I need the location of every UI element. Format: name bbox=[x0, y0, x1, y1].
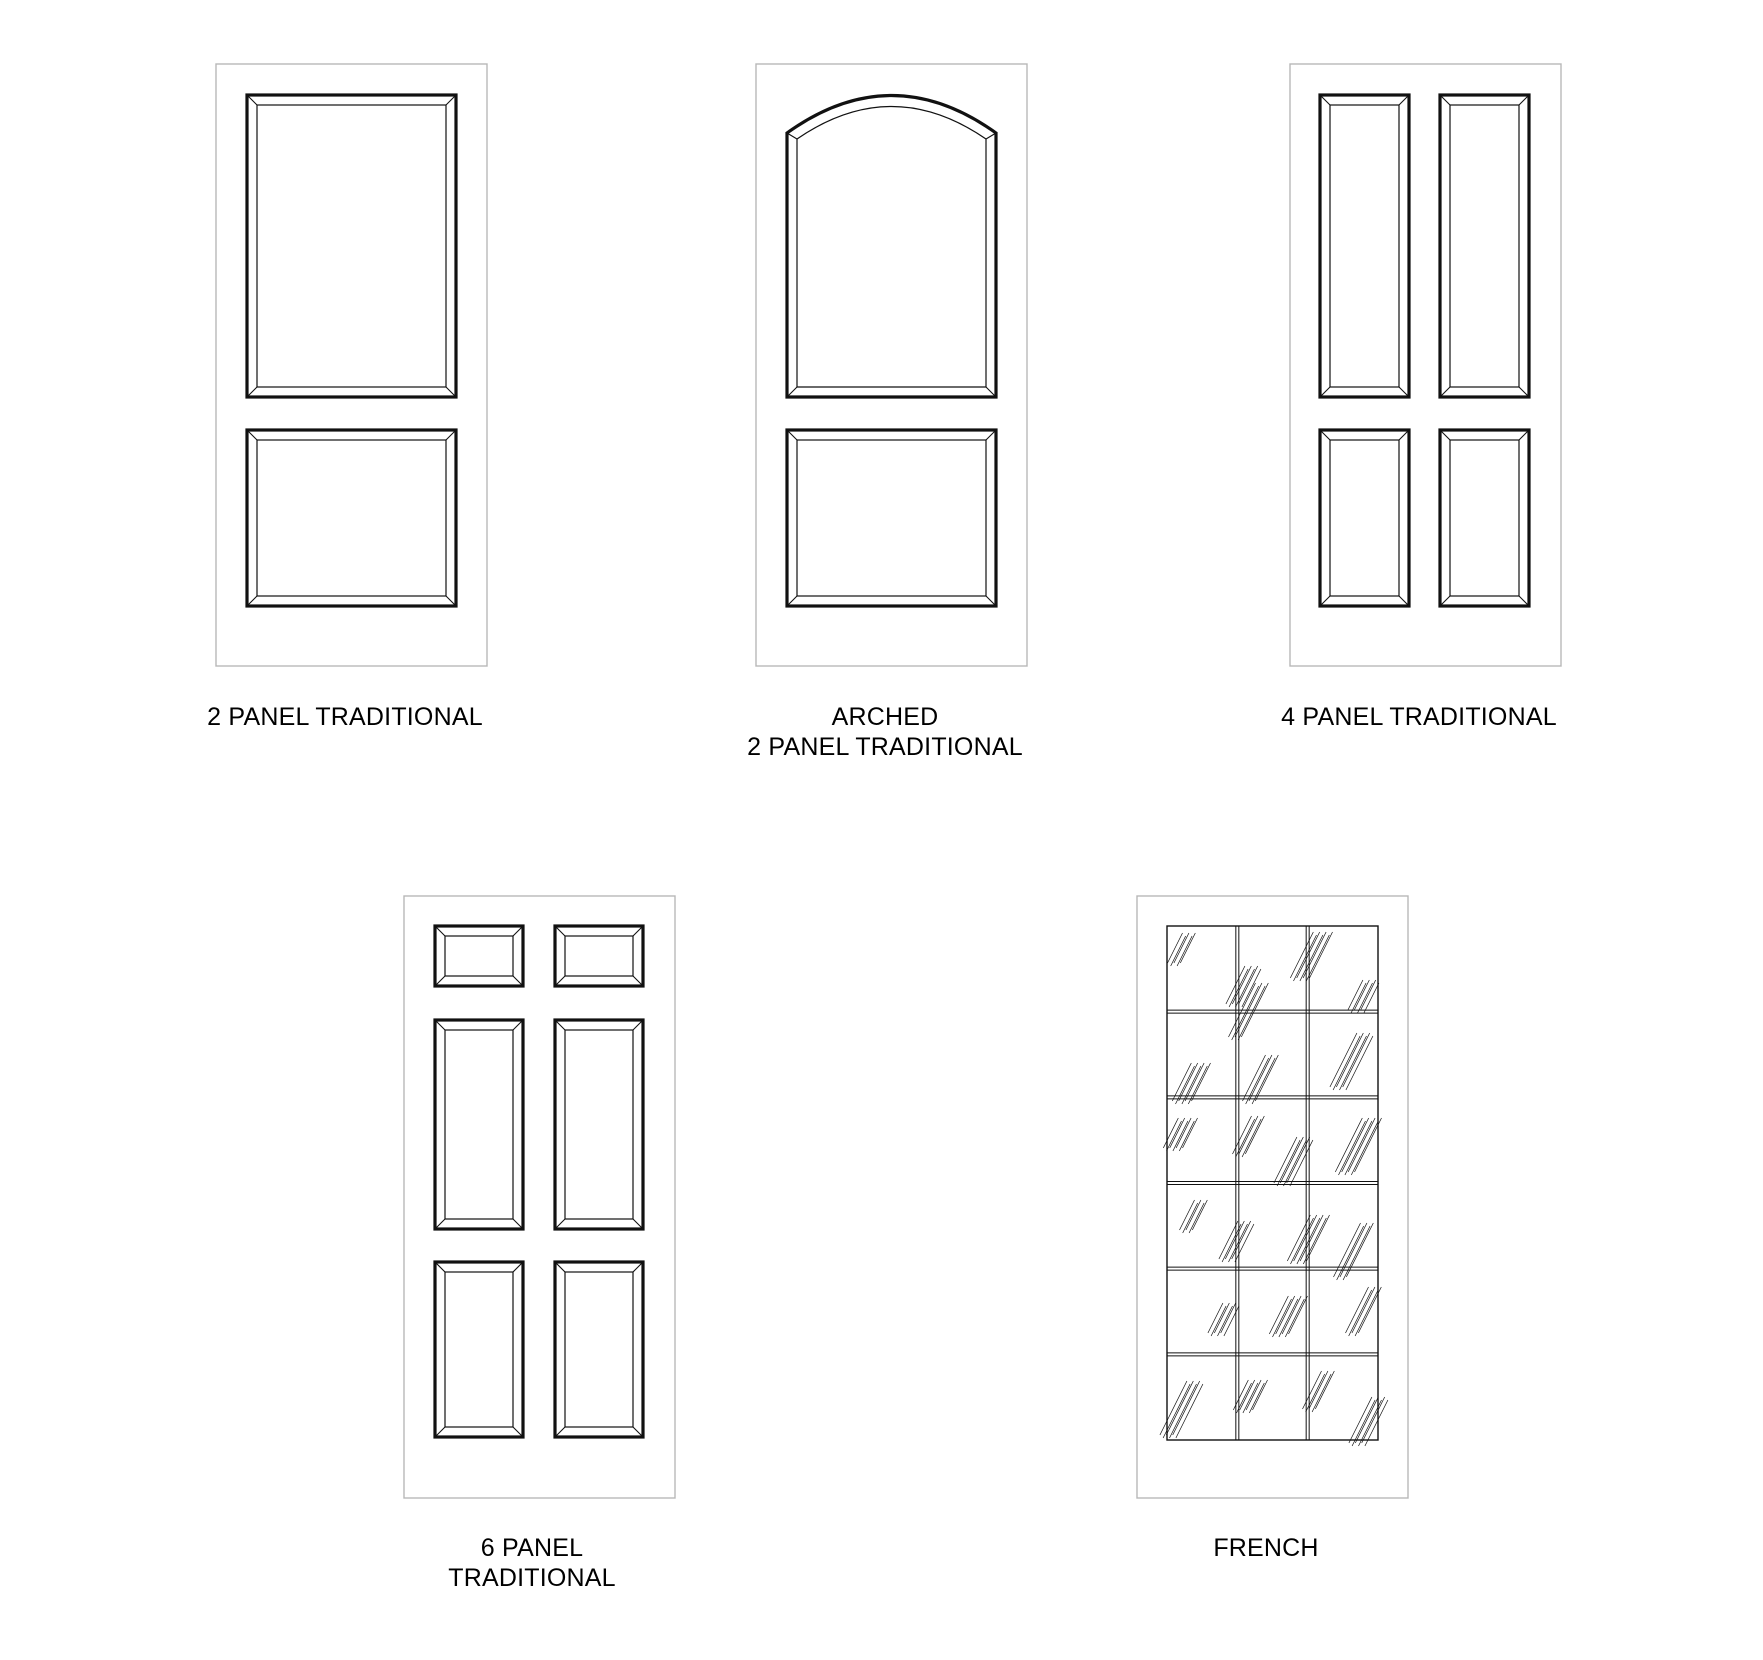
reflection-stroke bbox=[1166, 1381, 1193, 1435]
raised-panel bbox=[1320, 95, 1409, 397]
reflection-stroke bbox=[1348, 1118, 1375, 1172]
reflection-stroke bbox=[1349, 1397, 1372, 1443]
reflection-stroke bbox=[1354, 980, 1369, 1010]
reflection-stroke bbox=[1287, 1215, 1310, 1261]
reflection-stroke bbox=[1294, 1215, 1317, 1261]
panel-inner-edge bbox=[445, 936, 513, 976]
reflection-stroke bbox=[1167, 1121, 1182, 1151]
reflection-stroke bbox=[1183, 1118, 1198, 1148]
reflection-stroke bbox=[1346, 1036, 1373, 1090]
reflection-stroke bbox=[1170, 1118, 1185, 1148]
panel-outer-edge bbox=[555, 1020, 643, 1229]
reflection-stroke bbox=[1214, 1303, 1229, 1333]
reflection-stroke bbox=[1337, 1226, 1364, 1280]
reflection-stroke bbox=[1174, 933, 1189, 963]
panel-inner-edge bbox=[1330, 105, 1399, 387]
reflection-stroke bbox=[1306, 935, 1329, 981]
panel-outer-edge bbox=[435, 1020, 523, 1229]
panel-outer-edge bbox=[247, 430, 456, 606]
reflection-stroke bbox=[1348, 980, 1363, 1010]
reflection-stroke bbox=[1168, 933, 1183, 963]
label-french bbox=[1066, 1533, 1466, 1563]
reflection-stroke bbox=[1243, 1383, 1258, 1413]
raised-panel bbox=[555, 926, 643, 986]
reflection-stroke bbox=[1336, 1033, 1363, 1087]
reflection-stroke bbox=[1351, 983, 1366, 1013]
panel-inner-edge bbox=[797, 440, 986, 596]
panel-inner-edge bbox=[257, 105, 446, 387]
reflection-stroke bbox=[1176, 1118, 1191, 1148]
panel-inner-edge bbox=[797, 107, 986, 388]
panel-inner-edge bbox=[1330, 440, 1399, 596]
raised-panel bbox=[247, 95, 456, 397]
reflection-stroke bbox=[1249, 1383, 1264, 1413]
reflection-stroke bbox=[1343, 1033, 1370, 1087]
label-four-panel bbox=[1219, 702, 1619, 732]
reflection-stroke bbox=[1176, 1384, 1203, 1438]
reflection-stroke bbox=[1297, 932, 1320, 978]
label-line: TRADITIONAL bbox=[448, 1564, 616, 1592]
reflection-stroke bbox=[1180, 1200, 1195, 1230]
reflection-stroke bbox=[1355, 1397, 1378, 1443]
panel-inner-edge bbox=[445, 1030, 513, 1219]
reflection-stroke bbox=[1179, 1121, 1194, 1151]
label-line: 2 PANEL TRADITIONAL bbox=[207, 703, 483, 731]
panel-outer-edge bbox=[787, 430, 996, 606]
reflection-stroke bbox=[1208, 1303, 1223, 1333]
reflection-stroke bbox=[1346, 1287, 1369, 1333]
reflection-stroke bbox=[1243, 1055, 1266, 1101]
label-line: 4 PANEL TRADITIONAL bbox=[1281, 703, 1557, 731]
reflection-stroke bbox=[1173, 1121, 1188, 1151]
label-line: FRENCH bbox=[1213, 1534, 1319, 1562]
reflection-stroke bbox=[1330, 1033, 1357, 1087]
reflection-stroke bbox=[1364, 983, 1379, 1013]
label-arched-two-panel bbox=[685, 702, 1085, 762]
panel-outer-edge bbox=[435, 1262, 523, 1437]
reflection-stroke bbox=[1274, 1137, 1297, 1183]
reflection-stroke bbox=[1355, 1290, 1378, 1336]
raised-panel bbox=[435, 1020, 523, 1229]
reflection-stroke bbox=[1180, 933, 1195, 963]
reflection-stroke bbox=[1346, 1223, 1373, 1277]
reflection-stroke bbox=[1221, 1303, 1236, 1333]
panel-inner-edge bbox=[257, 440, 446, 596]
panel-outer-edge bbox=[1320, 430, 1409, 606]
label-line: ARCHED bbox=[831, 703, 939, 731]
panel-outer-edge bbox=[247, 95, 456, 397]
raised-panel bbox=[1440, 95, 1529, 397]
raised-panel bbox=[555, 1020, 643, 1229]
label-line: 2 PANEL TRADITIONAL bbox=[747, 733, 1023, 761]
panel-inner-edge bbox=[565, 1030, 633, 1219]
label-six-panel bbox=[332, 1533, 732, 1593]
panel-outer-edge bbox=[555, 1262, 643, 1437]
reflection-stroke bbox=[1333, 1036, 1360, 1090]
reflection-stroke bbox=[1290, 932, 1313, 978]
reflection-stroke bbox=[1189, 1203, 1204, 1233]
door-six-panel bbox=[404, 896, 675, 1498]
panel-outer-edge bbox=[787, 96, 996, 398]
raised-panel bbox=[247, 430, 456, 606]
reflection-stroke bbox=[1365, 1400, 1388, 1446]
reflection-stroke bbox=[1303, 1218, 1326, 1264]
raised-panel bbox=[435, 1262, 523, 1437]
reflection-stroke bbox=[1358, 983, 1373, 1013]
reflection-stroke bbox=[1224, 1306, 1239, 1336]
door-four-panel bbox=[1290, 64, 1561, 666]
label-line: 6 PANEL bbox=[480, 1534, 584, 1562]
reflection-stroke bbox=[1252, 1058, 1275, 1104]
reflection-stroke bbox=[1253, 1380, 1268, 1410]
reflection-stroke bbox=[1340, 1036, 1367, 1090]
reflection-stroke bbox=[1160, 1381, 1187, 1435]
panel-inner-edge bbox=[1450, 440, 1519, 596]
door-french bbox=[1137, 896, 1408, 1498]
panel-outer-edge bbox=[1440, 430, 1529, 606]
panel-outer-edge bbox=[555, 926, 643, 986]
reflection-stroke bbox=[1177, 936, 1192, 966]
glass-reflection-hatching bbox=[1160, 932, 1388, 1446]
raised-panel bbox=[435, 926, 523, 986]
reflection-stroke bbox=[1340, 1223, 1367, 1277]
reflection-stroke bbox=[1249, 1055, 1272, 1101]
raised-panel bbox=[787, 430, 996, 606]
raised-panel bbox=[1440, 430, 1529, 606]
panel-inner-edge bbox=[1450, 105, 1519, 387]
glass-frame bbox=[1167, 926, 1378, 1440]
reflection-stroke bbox=[1183, 1203, 1198, 1233]
reflection-stroke bbox=[1361, 980, 1376, 1010]
door-two-panel bbox=[216, 64, 487, 666]
panel-inner-edge bbox=[445, 1272, 513, 1427]
reflection-stroke bbox=[1218, 1306, 1233, 1336]
reflection-stroke bbox=[1352, 1287, 1375, 1333]
reflection-stroke bbox=[1186, 1200, 1201, 1230]
label-two-panel bbox=[145, 702, 545, 732]
reflection-stroke bbox=[1343, 1226, 1370, 1280]
reflection-stroke bbox=[1163, 1118, 1178, 1148]
reflection-stroke bbox=[1334, 1223, 1361, 1277]
door-frame bbox=[1137, 896, 1408, 1498]
reflection-stroke bbox=[1284, 1140, 1307, 1186]
panel-outer-edge bbox=[435, 926, 523, 986]
arched-raised-panel bbox=[787, 96, 996, 398]
panel-inner-edge bbox=[565, 936, 633, 976]
reflection-stroke bbox=[1342, 1118, 1369, 1172]
door-arched-two-panel bbox=[756, 64, 1027, 666]
raised-panel bbox=[555, 1262, 643, 1437]
reflection-stroke bbox=[1339, 1121, 1366, 1175]
reflection-stroke bbox=[1351, 1121, 1378, 1175]
panel-inner-edge bbox=[565, 1272, 633, 1427]
reflection-stroke bbox=[1345, 1121, 1372, 1175]
reflection-stroke bbox=[1170, 1384, 1197, 1438]
glass-grid bbox=[1167, 926, 1378, 1440]
reflection-stroke bbox=[1173, 1381, 1200, 1435]
reflection-stroke bbox=[1240, 1380, 1255, 1410]
panel-outer-edge bbox=[1320, 95, 1409, 397]
raised-panel bbox=[1320, 430, 1409, 606]
panel-outer-edge bbox=[1440, 95, 1529, 397]
reflection-stroke bbox=[1246, 1380, 1261, 1410]
reflection-stroke bbox=[1171, 936, 1186, 966]
reflection-stroke bbox=[1280, 1137, 1303, 1183]
reflection-stroke bbox=[1192, 1200, 1207, 1230]
door-frame bbox=[1290, 64, 1561, 666]
reflection-stroke bbox=[1211, 1306, 1226, 1336]
